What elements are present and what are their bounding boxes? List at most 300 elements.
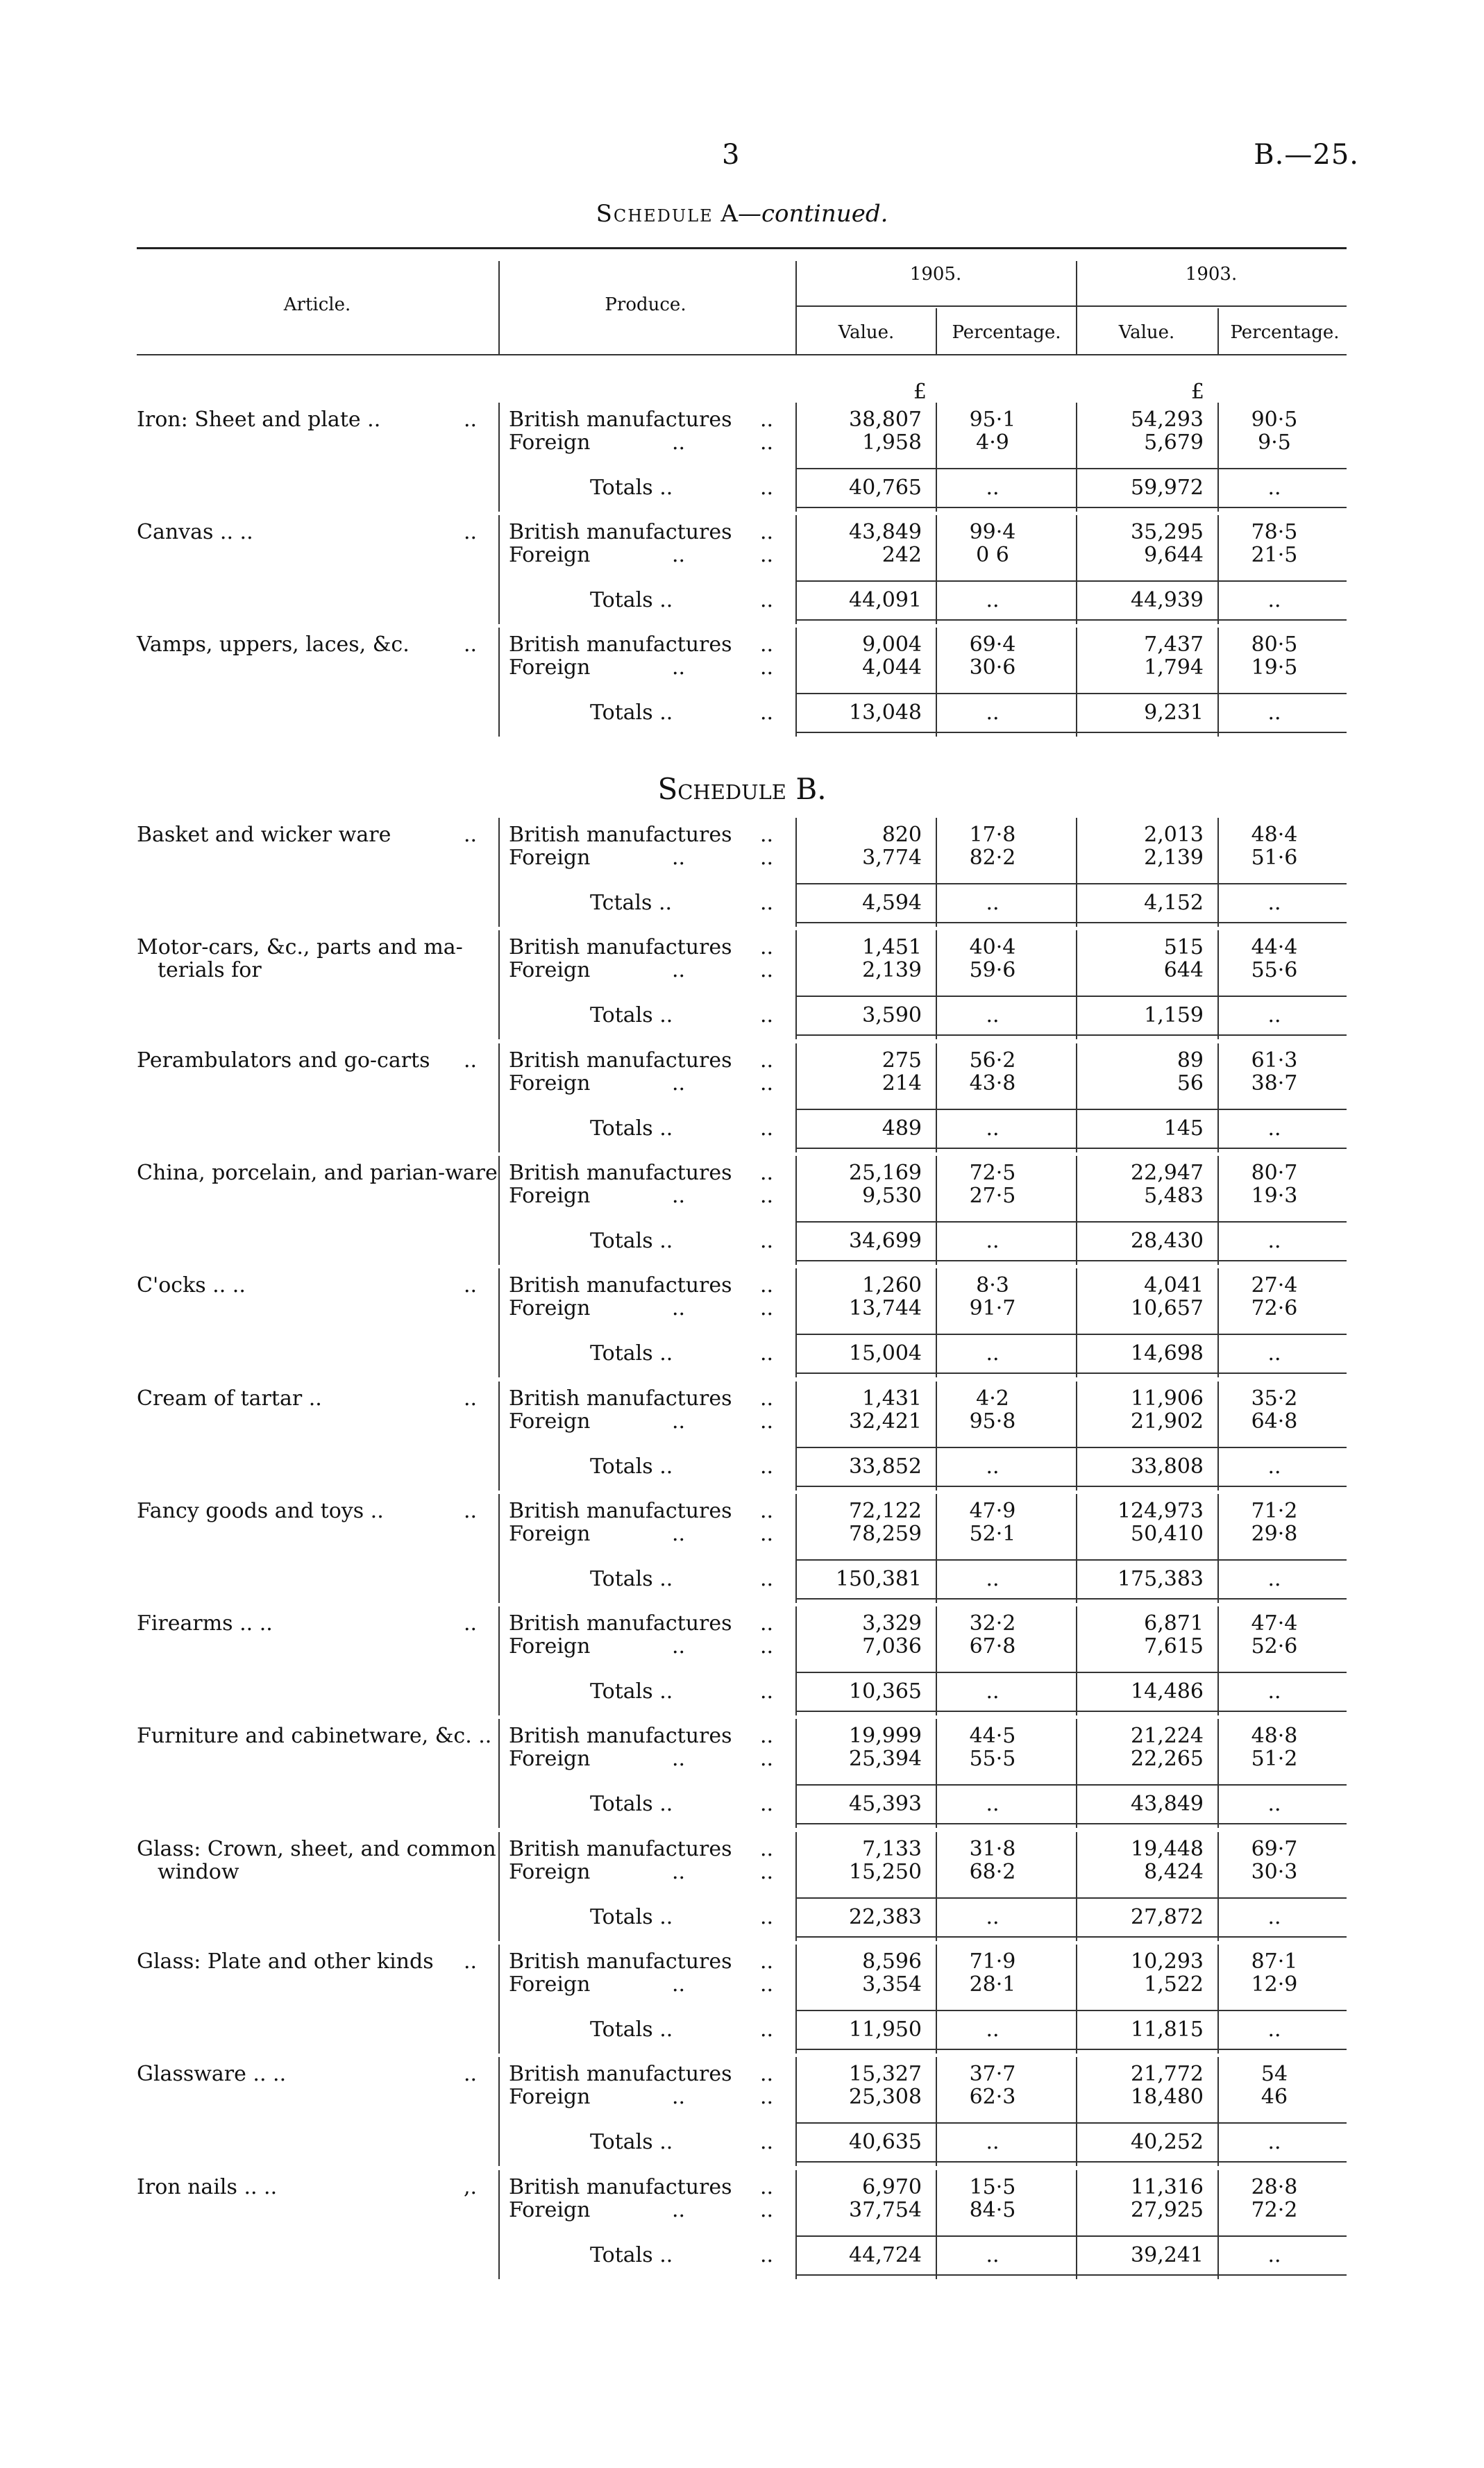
- totals-top-rule: [795, 1447, 1347, 1448]
- totals-label: Totals ..: [590, 1904, 673, 1929]
- foreign-value-1903: 50,410: [1131, 1521, 1204, 1546]
- totals-pct-1905: ..: [986, 1228, 1000, 1253]
- leader-dots: ..: [760, 408, 774, 432]
- totals-pct-1903: ..: [1267, 1003, 1281, 1028]
- leader-dots: ..: [760, 1296, 774, 1321]
- article-leader-dots: ..: [464, 1949, 478, 1974]
- totals-bottom-rule: [795, 1260, 1347, 1261]
- foreign-value-1903: 9,644: [1144, 543, 1204, 567]
- leader-dots: ..: [672, 1071, 686, 1096]
- article-leader-dots: ..: [464, 408, 478, 432]
- totals-bottom-rule: [795, 2274, 1347, 2276]
- foreign-value-1905: 37,754: [849, 2197, 922, 2222]
- totals-bottom-rule: [795, 2161, 1347, 2163]
- foreign-pct-1905: 59·6: [969, 958, 1016, 983]
- leader-dots: ..: [760, 632, 774, 657]
- totals-top-rule: [795, 1784, 1347, 1786]
- british-pct-1903: 80·5: [1251, 632, 1298, 657]
- british-value-1905: 820: [882, 823, 922, 847]
- article-leader-dots: ..: [464, 632, 478, 657]
- leader-dots: ..: [760, 823, 774, 847]
- foreign-value-1903: 1,794: [1144, 655, 1204, 680]
- leader-dots: ..: [760, 1386, 774, 1411]
- foreign-pct-1903: 21·5: [1251, 543, 1298, 567]
- column-rule: [1076, 403, 1077, 512]
- column-rule: [936, 1156, 937, 1265]
- produce-foreign-label: Foreign: [509, 430, 591, 455]
- produce-foreign-label: Foreign: [509, 1521, 591, 1546]
- foreign-value-1905: 32,421: [849, 1409, 922, 1434]
- leader-dots: ..: [760, 1972, 774, 1997]
- totals-bottom-rule: [795, 619, 1347, 621]
- produce-foreign-label: Foreign: [509, 958, 591, 983]
- totals-value-1903: 28,430: [1131, 1228, 1204, 1253]
- british-pct-1905: 31·8: [969, 1836, 1016, 1861]
- column-rule: [936, 1945, 937, 2054]
- column-rule: [795, 1832, 797, 1941]
- column-rule: [1076, 1606, 1077, 1715]
- totals-pct-1903: ..: [1267, 2242, 1281, 2267]
- british-value-1905: 1,260: [862, 1273, 922, 1298]
- foreign-value-1903: 27,925: [1131, 2197, 1204, 2222]
- foreign-pct-1903: 19·5: [1251, 655, 1298, 680]
- column-rule: [1217, 2170, 1219, 2279]
- article-leader-dots: ..: [464, 823, 478, 847]
- produce-british-label: British manufactures: [509, 1048, 732, 1073]
- column-rule: [795, 930, 797, 1039]
- produce-foreign-label: Foreign: [509, 655, 591, 680]
- leader-dots: ..: [760, 1679, 774, 1704]
- foreign-value-1905: 3,774: [862, 846, 922, 870]
- leader-dots: ..: [760, 1566, 774, 1591]
- totals-pct-1903: ..: [1267, 2017, 1281, 2042]
- totals-label: Totals ..: [590, 2017, 673, 2042]
- leader-dots: ..: [760, 1836, 774, 1861]
- totals-bottom-rule: [795, 1034, 1347, 1036]
- leader-dots: ..: [760, 1859, 774, 1884]
- leader-dots: ..: [672, 430, 686, 455]
- foreign-value-1903: 7,615: [1144, 1634, 1204, 1659]
- british-pct-1905: 56·2: [969, 1048, 1016, 1073]
- british-value-1905: 7,133: [862, 1836, 922, 1861]
- british-pct-1903: 61·3: [1251, 1048, 1298, 1073]
- produce-column-rule: [498, 515, 500, 624]
- totals-bottom-rule: [795, 1486, 1347, 1487]
- totals-bottom-rule: [795, 732, 1347, 733]
- british-pct-1903: 80·7: [1251, 1160, 1298, 1185]
- leader-dots: ..: [672, 2197, 686, 2222]
- column-rule: [936, 818, 937, 927]
- totals-value-1905: 45,393: [849, 1792, 922, 1817]
- totals-bottom-rule: [795, 507, 1347, 508]
- british-pct-1905: 99·4: [969, 520, 1016, 544]
- totals-pct-1905: ..: [986, 1003, 1000, 1028]
- totals-label: Totals ..: [590, 2242, 673, 2267]
- produce-column-rule: [498, 1043, 500, 1152]
- produce-column-rule: [498, 1156, 500, 1265]
- totals-top-rule: [795, 2122, 1347, 2124]
- foreign-value-1903: 644: [1163, 958, 1204, 983]
- leader-dots: ..: [672, 1747, 686, 1772]
- totals-top-rule: [795, 1109, 1347, 1110]
- article-name: Fancy goods and toys ..: [137, 1498, 384, 1523]
- column-rule: [1217, 1156, 1219, 1265]
- totals-pct-1905: ..: [986, 891, 1000, 915]
- column-rule: [795, 515, 797, 624]
- totals-pct-1905: ..: [986, 1679, 1000, 1704]
- produce-british-label: British manufactures: [509, 1498, 732, 1523]
- column-rule: [936, 1606, 937, 1715]
- produce-british-label: British manufactures: [509, 2174, 732, 2199]
- foreign-value-1905: 1,958: [862, 430, 922, 455]
- leader-dots: ..: [672, 1859, 686, 1884]
- leader-dots: ..: [760, 520, 774, 544]
- leader-dots: ..: [672, 1409, 686, 1434]
- schedule-a-title-letter: A: [720, 200, 738, 228]
- article-name: Iron nails .. ..: [137, 2174, 278, 2199]
- schedule-a-title: [0, 200, 1484, 228]
- totals-top-rule: [795, 996, 1347, 997]
- foreign-value-1905: 78,259: [849, 1521, 922, 1546]
- foreign-pct-1905: 68·2: [969, 1859, 1016, 1884]
- british-pct-1905: 37·7: [969, 2062, 1016, 2087]
- british-value-1903: 11,316: [1131, 2174, 1204, 2199]
- leader-dots: ..: [672, 846, 686, 870]
- british-pct-1905: 40·4: [969, 935, 1016, 960]
- column-rule: [1217, 1494, 1219, 1603]
- british-value-1903: 54,293: [1131, 408, 1204, 432]
- british-pct-1905: 8·3: [976, 1273, 1009, 1298]
- totals-top-rule: [795, 468, 1347, 469]
- article-name: Cream of tartar ..: [137, 1386, 322, 1411]
- column-rule: [1217, 515, 1219, 624]
- column-rule: [795, 628, 797, 737]
- foreign-value-1905: 2,139: [862, 958, 922, 983]
- header-year-1903: 1903.: [1185, 264, 1238, 285]
- article-leader-dots: ..: [464, 2062, 478, 2087]
- totals-pct-1903: ..: [1267, 891, 1281, 915]
- leader-dots: ..: [760, 1724, 774, 1749]
- british-pct-1903: 35·2: [1251, 1386, 1298, 1411]
- column-rule: [1217, 1945, 1219, 2054]
- produce-british-label: British manufactures: [509, 408, 732, 432]
- totals-value-1905: 10,365: [849, 1679, 922, 1704]
- foreign-value-1903: 56: [1177, 1071, 1204, 1096]
- british-value-1905: 1,451: [862, 935, 922, 960]
- column-rule: [1217, 930, 1219, 1039]
- produce-british-label: British manufactures: [509, 1273, 732, 1298]
- totals-bottom-rule: [795, 1823, 1347, 1824]
- leader-dots: ..: [672, 543, 686, 567]
- foreign-pct-1903: 72·2: [1251, 2197, 1298, 2222]
- column-rule: [936, 1043, 937, 1152]
- totals-bottom-rule: [795, 2049, 1347, 2050]
- foreign-pct-1905: 67·8: [969, 1634, 1016, 1659]
- article-name: Perambulators and go-carts: [137, 1048, 430, 1073]
- article-name: China, porcelain, and parian-ware: [137, 1160, 498, 1185]
- column-rule: [1217, 1382, 1219, 1491]
- column-rule: [1076, 1156, 1077, 1265]
- produce-foreign-label: Foreign: [509, 1747, 591, 1772]
- british-pct-1903: 28·8: [1251, 2174, 1298, 2199]
- british-pct-1905: 69·4: [969, 632, 1016, 657]
- totals-pct-1905: ..: [986, 2130, 1000, 2155]
- column-rule: [1217, 1043, 1219, 1152]
- column-rule: [936, 628, 937, 737]
- totals-pct-1903: ..: [1267, 2130, 1281, 2155]
- totals-label: Tctals ..: [590, 891, 673, 915]
- produce-foreign-label: Foreign: [509, 2197, 591, 2222]
- foreign-pct-1903: 19·3: [1251, 1183, 1298, 1208]
- british-pct-1905: 17·8: [969, 823, 1016, 847]
- produce-column-rule: [498, 2057, 500, 2166]
- totals-pct-1905: ..: [986, 1454, 1000, 1479]
- leader-dots: ..: [760, 2017, 774, 2042]
- column-rule: [795, 1156, 797, 1265]
- totals-value-1905: 44,724: [849, 2242, 922, 2267]
- pound-sign-1903: £: [1190, 380, 1204, 404]
- british-value-1905: 15,327: [849, 2062, 922, 2087]
- foreign-value-1903: 22,265: [1131, 1747, 1204, 1772]
- totals-label: Totals ..: [590, 1792, 673, 1817]
- foreign-value-1903: 2,139: [1144, 846, 1204, 870]
- foreign-pct-1905: 52·1: [969, 1521, 1016, 1546]
- produce-foreign-label: Foreign: [509, 1972, 591, 1997]
- produce-column-rule: [498, 2170, 500, 2279]
- leader-dots: ..: [760, 935, 774, 960]
- article-name: C'ocks .. ..: [137, 1273, 246, 1298]
- totals-pct-1903: ..: [1267, 1904, 1281, 1929]
- column-rule: [1076, 1832, 1077, 1941]
- produce-british-label: British manufactures: [509, 1386, 732, 1411]
- british-pct-1903: 48·8: [1251, 1724, 1298, 1749]
- article-name: Glass: Plate and other kinds: [137, 1949, 434, 1974]
- totals-top-rule: [795, 1672, 1347, 1673]
- article-leader-dots: ..: [464, 1498, 478, 1523]
- produce-foreign-label: Foreign: [509, 1296, 591, 1321]
- column-rule: [795, 1719, 797, 1828]
- totals-pct-1905: ..: [986, 2242, 1000, 2267]
- foreign-value-1905: 242: [882, 543, 922, 567]
- totals-pct-1903: ..: [1267, 588, 1281, 612]
- column-rule: [1076, 1043, 1077, 1152]
- foreign-pct-1905: 27·5: [969, 1183, 1016, 1208]
- totals-value-1903: 14,698: [1131, 1341, 1204, 1366]
- british-value-1903: 10,293: [1131, 1949, 1204, 1974]
- produce-foreign-label: Foreign: [509, 543, 591, 567]
- totals-bottom-rule: [795, 1372, 1347, 1374]
- pound-sign-1905: £: [913, 380, 927, 404]
- british-pct-1903: 47·4: [1251, 1611, 1298, 1636]
- leader-dots: ..: [672, 655, 686, 680]
- leader-dots: ..: [760, 1904, 774, 1929]
- british-value-1903: 2,013: [1144, 823, 1204, 847]
- produce-column-rule: [498, 1382, 500, 1491]
- produce-british-label: British manufactures: [509, 1724, 732, 1749]
- column-rule: [1217, 628, 1219, 737]
- column-rule: [1217, 2057, 1219, 2166]
- header-year-rule: [797, 305, 1347, 307]
- leader-dots: ..: [760, 2085, 774, 2110]
- british-pct-1905: 15·5: [969, 2174, 1016, 2199]
- totals-pct-1903: ..: [1267, 1566, 1281, 1591]
- column-rule: [1217, 1719, 1219, 1828]
- british-value-1903: 4,041: [1144, 1273, 1204, 1298]
- produce-column-rule: [498, 818, 500, 927]
- column-rule: [1076, 628, 1077, 737]
- british-value-1903: 7,437: [1144, 632, 1204, 657]
- british-value-1905: 43,849: [849, 520, 922, 544]
- produce-british-label: British manufactures: [509, 823, 732, 847]
- totals-pct-1905: ..: [986, 1341, 1000, 1366]
- produce-foreign-label: Foreign: [509, 846, 591, 870]
- british-pct-1903: 48·4: [1251, 823, 1298, 847]
- leader-dots: ..: [760, 1792, 774, 1817]
- totals-pct-1903: ..: [1267, 1454, 1281, 1479]
- foreign-pct-1903: 29·8: [1251, 1521, 1298, 1546]
- foreign-value-1905: 25,308: [849, 2085, 922, 2110]
- totals-pct-1905: ..: [986, 700, 1000, 725]
- column-rule: [1217, 1606, 1219, 1715]
- header-year-1905: 1905.: [909, 264, 962, 285]
- column-rule: [936, 2170, 937, 2279]
- foreign-value-1905: 7,036: [862, 1634, 922, 1659]
- leader-dots: ..: [760, 1071, 774, 1096]
- foreign-pct-1903: 38·7: [1251, 1071, 1298, 1096]
- totals-pct-1903: ..: [1267, 700, 1281, 725]
- totals-value-1903: 40,252: [1131, 2130, 1204, 2155]
- totals-value-1903: 145: [1163, 1116, 1204, 1141]
- column-rule: [936, 1494, 937, 1603]
- totals-top-rule: [795, 1334, 1347, 1335]
- produce-british-label: British manufactures: [509, 1836, 732, 1861]
- british-value-1903: 22,947: [1131, 1160, 1204, 1185]
- column-rule: [795, 2057, 797, 2166]
- column-rule: [1076, 1382, 1077, 1491]
- foreign-pct-1905: 62·3: [969, 2085, 1016, 2110]
- article-name: Vamps, uppers, laces, &c.: [137, 632, 410, 657]
- totals-top-rule: [795, 580, 1347, 582]
- totals-label: Totals ..: [590, 588, 673, 612]
- totals-value-1905: 44,091: [849, 588, 922, 612]
- british-pct-1905: 95·1: [969, 408, 1016, 432]
- totals-value-1905: 34,699: [849, 1228, 922, 1253]
- totals-value-1905: 13,048: [849, 700, 922, 725]
- schedule-a-title-suffix: —continued.: [737, 200, 888, 228]
- leader-dots: ..: [760, 891, 774, 915]
- totals-label: Totals ..: [590, 1228, 673, 1253]
- totals-pct-1903: ..: [1267, 1341, 1281, 1366]
- totals-pct-1905: ..: [986, 588, 1000, 612]
- article-name: Iron: Sheet and plate ..: [137, 408, 381, 432]
- totals-value-1905: 15,004: [849, 1341, 922, 1366]
- leader-dots: ..: [760, 958, 774, 983]
- foreign-pct-1905: 82·2: [969, 846, 1016, 870]
- totals-top-rule: [795, 2010, 1347, 2011]
- totals-label: Totals ..: [590, 1566, 673, 1591]
- british-pct-1905: 47·9: [969, 1498, 1016, 1523]
- totals-value-1903: 11,815: [1131, 2017, 1204, 2042]
- totals-pct-1903: ..: [1267, 1679, 1281, 1704]
- british-pct-1903: 87·1: [1251, 1949, 1298, 1974]
- schedule-a-title-prefix: Schedule: [596, 200, 714, 228]
- foreign-pct-1903: 51·6: [1251, 846, 1298, 870]
- leader-dots: ..: [760, 588, 774, 612]
- produce-column-rule: [498, 1832, 500, 1941]
- totals-label: Totals ..: [590, 1454, 673, 1479]
- produce-british-label: British manufactures: [509, 2062, 732, 2087]
- totals-label: Totals ..: [590, 1679, 673, 1704]
- header-percentage-1903: Percentage.: [1230, 322, 1340, 343]
- column-rule: [936, 1832, 937, 1941]
- totals-top-rule: [795, 1221, 1347, 1223]
- column-rule: [1217, 1268, 1219, 1377]
- column-rule: [1076, 1494, 1077, 1603]
- column-rule: [795, 403, 797, 512]
- leader-dots: ..: [760, 655, 774, 680]
- foreign-value-1905: 9,530: [862, 1183, 922, 1208]
- column-rule: [795, 2170, 797, 2279]
- column-rule: [936, 515, 937, 624]
- column-rule: [795, 1043, 797, 1152]
- british-pct-1903: 27·4: [1251, 1273, 1298, 1298]
- totals-pct-1905: ..: [986, 2017, 1000, 2042]
- page-reference: B.—25.: [1254, 139, 1359, 171]
- leader-dots: ..: [760, 543, 774, 567]
- foreign-pct-1903: 72·6: [1251, 1296, 1298, 1321]
- totals-value-1905: 40,765: [849, 476, 922, 500]
- article-name: Glass: Crown, sheet, and common: [137, 1836, 496, 1861]
- column-rule: [795, 1606, 797, 1715]
- article-leader-dots: ..: [464, 1386, 478, 1411]
- totals-label: Totals ..: [590, 2130, 673, 2155]
- produce-column-rule: [498, 628, 500, 737]
- leader-dots: ..: [760, 1409, 774, 1434]
- foreign-value-1905: 4,044: [862, 655, 922, 680]
- column-rule: [795, 1494, 797, 1603]
- foreign-pct-1903: 46: [1260, 2085, 1288, 2110]
- totals-pct-1905: ..: [986, 476, 1000, 500]
- leader-dots: ..: [760, 1160, 774, 1185]
- produce-column-rule: [498, 1606, 500, 1715]
- column-rule: [936, 1268, 937, 1377]
- leader-dots: ..: [760, 430, 774, 455]
- totals-label: Totals ..: [590, 700, 673, 725]
- british-pct-1903: 69·7: [1251, 1836, 1298, 1861]
- british-value-1905: 6,970: [862, 2174, 922, 2199]
- totals-value-1903: 39,241: [1131, 2242, 1204, 2267]
- british-value-1903: 21,224: [1131, 1724, 1204, 1749]
- article-name: Basket and wicker ware: [137, 823, 391, 847]
- totals-bottom-rule: [795, 922, 1347, 923]
- foreign-value-1905: 15,250: [849, 1859, 922, 1884]
- article-name: Canvas .. ..: [137, 520, 253, 544]
- leader-dots: ..: [760, 1949, 774, 1974]
- column-rule: [1076, 818, 1077, 927]
- british-value-1903: 35,295: [1131, 520, 1204, 544]
- article-name: Motor-cars, &c., parts and ma-: [137, 935, 463, 960]
- foreign-value-1905: 25,394: [849, 1747, 922, 1772]
- header-article: Article.: [283, 294, 351, 315]
- header-vline-1905: [795, 261, 797, 354]
- leader-dots: ..: [760, 700, 774, 725]
- foreign-value-1903: 5,679: [1144, 430, 1204, 455]
- column-rule: [795, 1382, 797, 1491]
- leader-dots: ..: [760, 1228, 774, 1253]
- produce-column-rule: [498, 1268, 500, 1377]
- totals-top-rule: [795, 693, 1347, 694]
- leader-dots: ..: [760, 476, 774, 500]
